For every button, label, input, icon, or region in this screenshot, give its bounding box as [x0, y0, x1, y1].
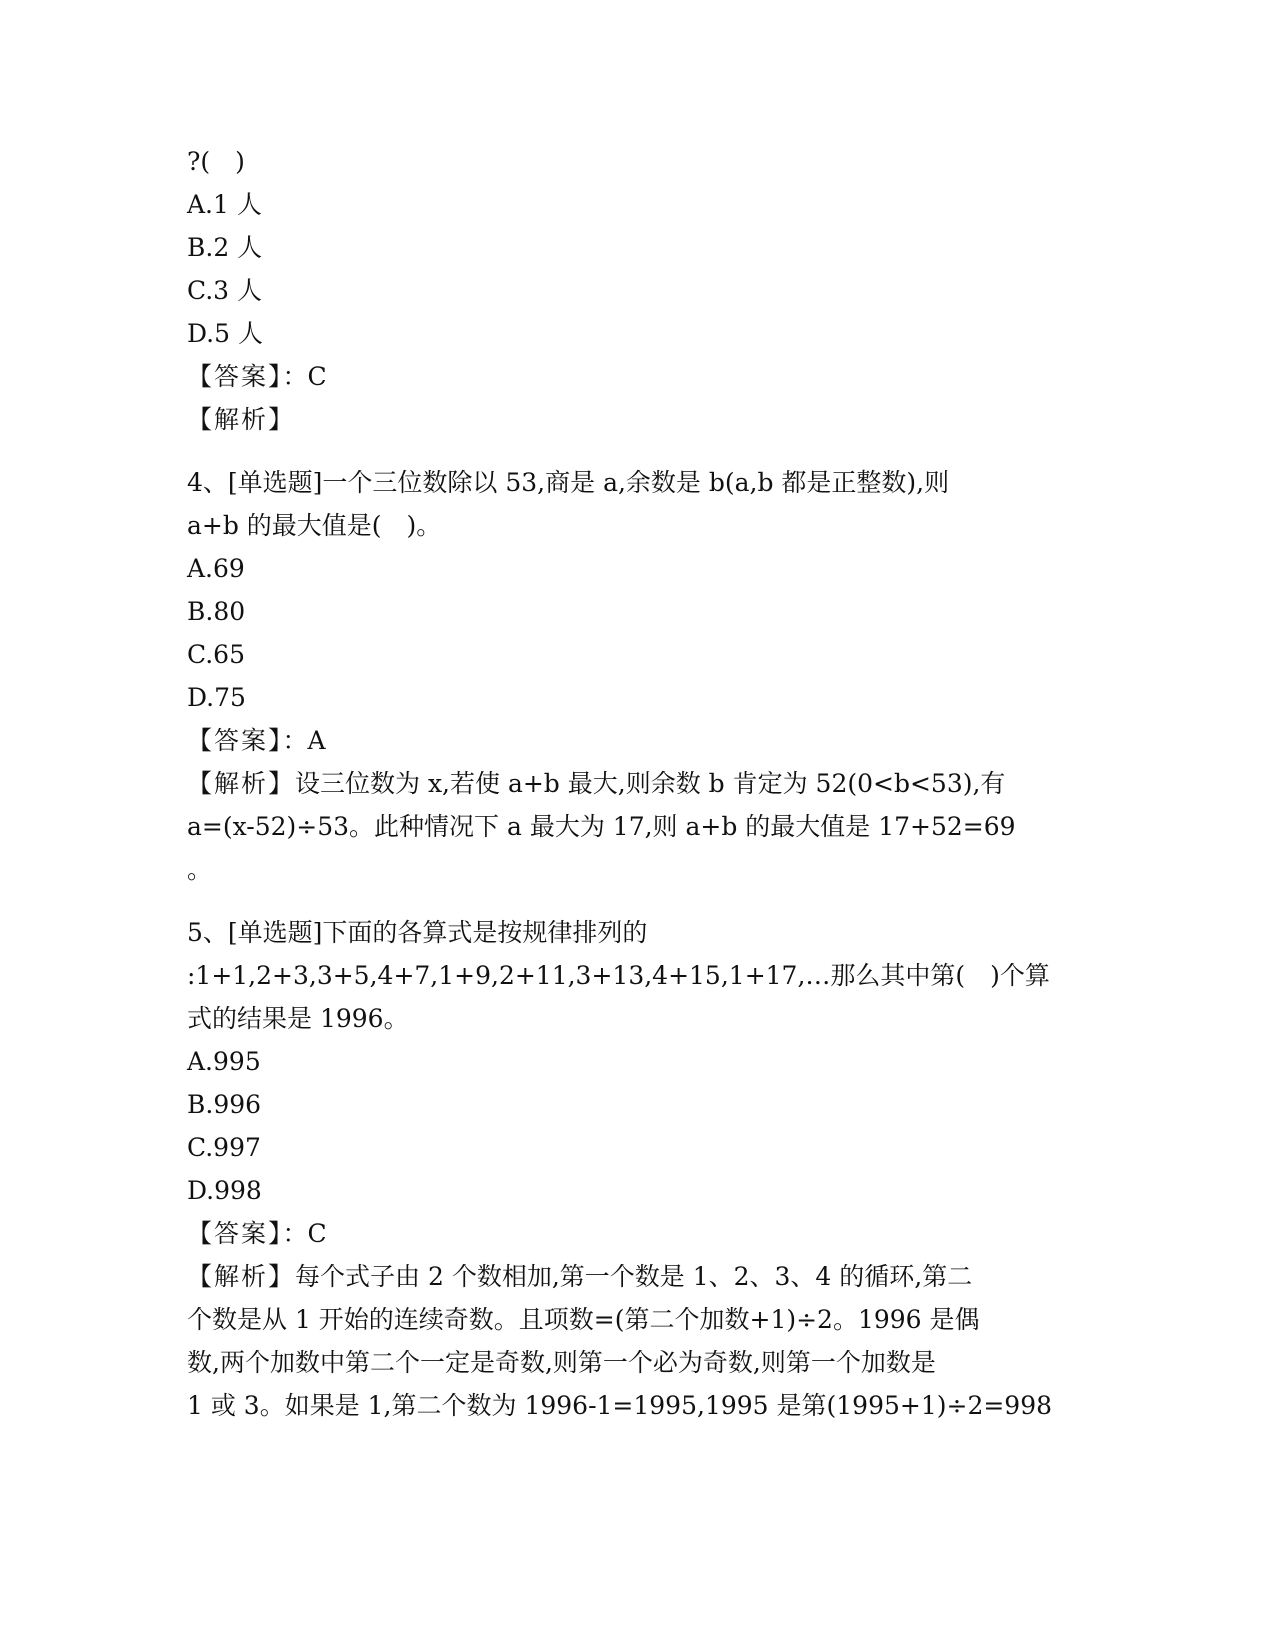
option-a: A.995 [187, 1047, 261, 1076]
option-a: A.69 [187, 554, 245, 583]
answer-label: 【答案】 [187, 362, 283, 391]
analysis-text: 。 [187, 855, 213, 884]
option-d: D.5 人 [187, 319, 263, 348]
analysis-text: 数,两个加数中第二个一定是奇数,则第一个必为奇数,则第一个加数是 [187, 1348, 936, 1377]
analysis-text: a=(x-52)÷53。此种情况下 a 最大为 17,则 a+b 的最大值是 17+52=69 [187, 812, 1016, 841]
document-page [187, 140, 1087, 1427]
question-4 [187, 461, 1087, 891]
option-d: D.998 [187, 1176, 262, 1205]
answer-value: ：A [282, 726, 326, 755]
option-d: D.75 [187, 683, 246, 712]
answer-line [187, 355, 1087, 398]
analysis-label: 【解析】 [187, 769, 296, 798]
spacer [187, 891, 1087, 911]
answer-line [187, 719, 1087, 762]
option-c: C.997 [187, 1133, 261, 1162]
question-stem: :1+1,2+3,3+5,4+7,1+9,2+11,3+13,4+15,1+17,…那么其中第( )个算 [187, 961, 1050, 990]
option-a: A.1 人 [187, 190, 262, 219]
spacer [187, 441, 1087, 461]
question-stem: 式的结果是 1996。 [187, 1004, 409, 1033]
answer-line [187, 1212, 1087, 1255]
analysis-line [187, 762, 1087, 805]
question-stem-tail: ?( ) [187, 147, 245, 176]
question-stem: a+b 的最大值是( )。 [187, 511, 442, 540]
analysis-text: 个数是从 1 开始的连续奇数。且项数=(第二个加数+1)÷2。1996 是偶 [187, 1305, 980, 1334]
analysis-text: 设三位数为 x,若使 a+b 最大,则余数 b 肯定为 52(0<b<53),有 [295, 769, 1006, 798]
analysis-line [187, 1255, 1087, 1298]
question-3 [187, 140, 1087, 441]
option-b: B.2 人 [187, 233, 263, 262]
option-c: C.65 [187, 640, 245, 669]
question-stem: 4、[单选题]一个三位数除以 53,商是 a,余数是 b(a,b 都是正整数),则 [187, 468, 950, 497]
question-stem: 5、[单选题]下面的各算式是按规律排列的 [187, 918, 648, 947]
analysis-text: 1 或 3。如果是 1,第二个数为 1996-1=1995,1995 是第(1995+1)÷2=998 [187, 1391, 1053, 1420]
answer-value: ：C [282, 362, 327, 391]
answer-value: ：C [282, 1219, 327, 1248]
option-c: C.3 人 [187, 276, 263, 305]
analysis-label: 【解析】 [187, 1262, 296, 1291]
option-b: B.80 [187, 597, 246, 626]
question-5 [187, 911, 1087, 1427]
answer-label: 【答案】 [187, 726, 283, 755]
option-b: B.996 [187, 1090, 262, 1119]
answer-label: 【答案】 [187, 1219, 283, 1248]
analysis-text: 每个式子由 2 个数相加,第一个数是 1、2、3、4 的循环,第二 [295, 1262, 973, 1291]
analysis-line [187, 398, 1087, 441]
analysis-label: 【解析】 [187, 405, 296, 434]
